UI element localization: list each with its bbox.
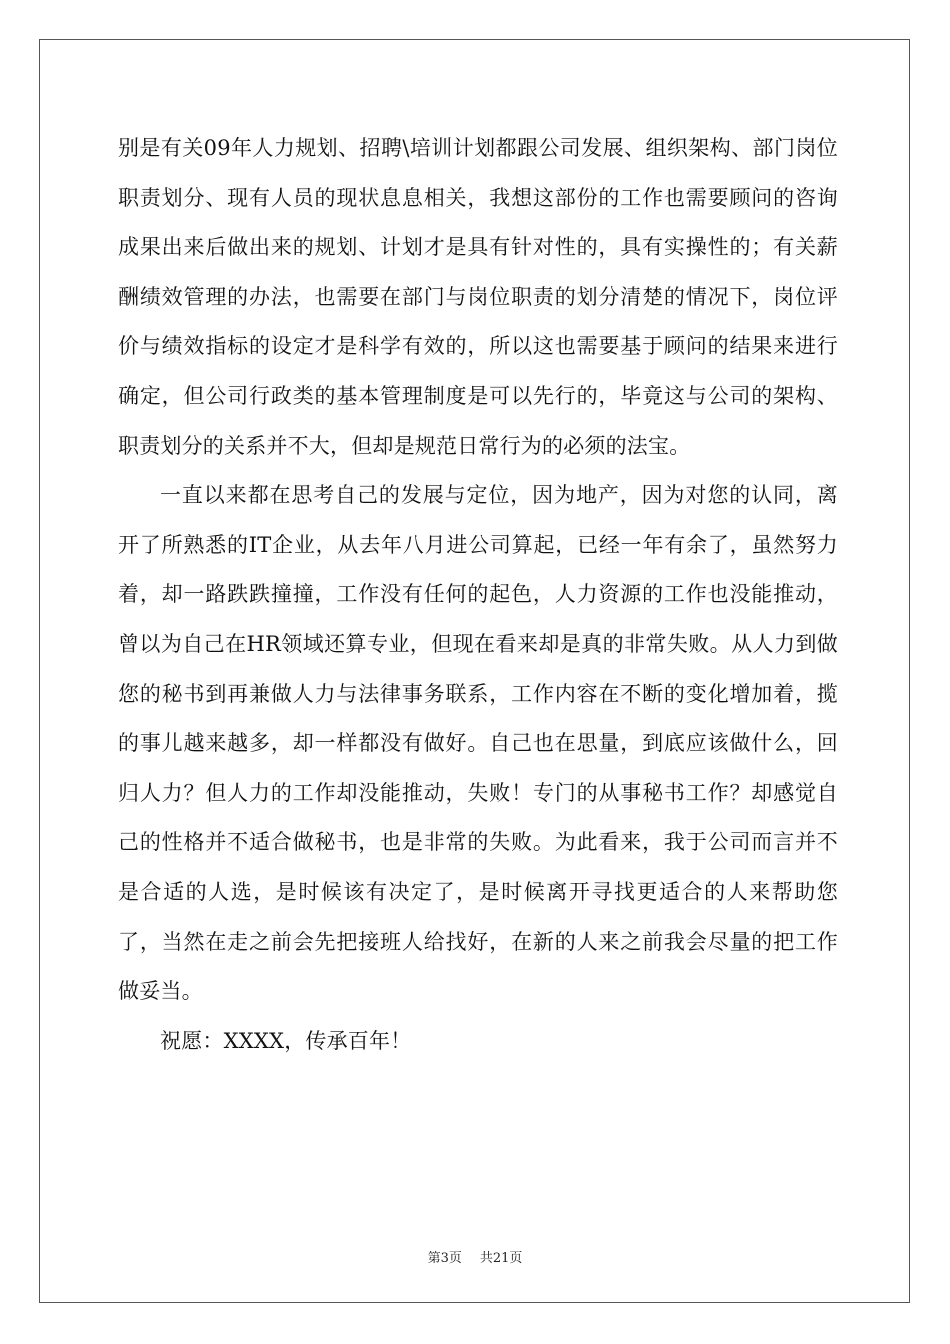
paragraph-hr-planning: 别是有关09年人力规划、招聘\培训计划都跟公司发展、组织架构、部门岗位职责划分、现有人员的现状息息相关，我想这部份的工作也需要顾问的咨询成果出来后做出来的规划、计划才是具有针对性的，具有实操性的；有关薪酬绩效管理的办法，也需要在部门与岗位职责的划分清楚的情况下，岗位评价与绩效指标的设定才是科学有效的，所以这也需要基于顾问的结果来进行确定，但公司行政类的基本管理制度是可以先行的，毕竟这与公司的架构、职责划分的关系并不大，但却是规范日常行为的必须的法宝。 [118,136,838,458]
paragraph-self-reflection: 一直以来都在思考自己的发展与定位，因为地产，因为对您的认同，离开了所熟悉的IT企业，从去年八月进公司算起，已经一年有余了，虽然努力着，却一路跌跌撞撞，工作没有任何的起色，人力资源的工作也没能推动，曾以为自己在HR领域还算专业，但现在看来却是真的非常失败。从人力到做您的秘书到再兼做人力与法律事务联系，工作内容在不断的变化增加着，揽的事儿越来越多，却一样都没有做好。自己也在思量，到底应该做什么，回归人力？但人力的工作却没能推动，失败！专门的从事秘书工作？却感觉自己的性格并不适合做秘书，也是非常的失败。为此看来，我于公司而言并不是合适的人选，是时候该有决定了，是时候离开寻找更适合的人来帮助您了，当然在走之前会先把接班人给找好，在新的人来之前我会尽量的把工作做妥当。 [118,483,838,1004]
paragraph-closing-wish: 祝愿：XXXX，传承百年！ [160,1028,412,1053]
document-body [118,124,838,1066]
page-number: 第3页 [427,1251,462,1266]
page-total: 共21页 [479,1251,523,1266]
page-footer [0,1247,950,1266]
